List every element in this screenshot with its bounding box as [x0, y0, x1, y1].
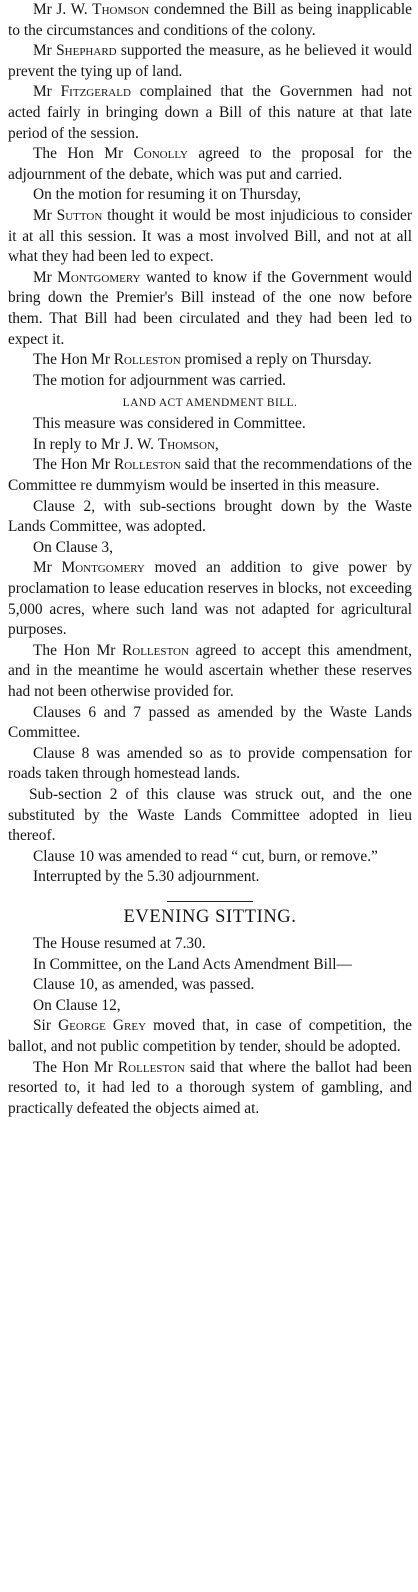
paragraph-clause-10-amended: Clause 10 was amended to read “ cut, burn, or remove.” [33, 847, 378, 865]
paragraph-rolleston-accepts: The Hon Mr Rolleston agreed to accept this amendment, and in the meantime he would ascertain whether these reserves had not been otherwise provided for. [8, 641, 412, 700]
paragraph-house-resumed: The House resumed at 7.30. [33, 934, 206, 952]
paragraph-interrupted: Interrupted by the 5.30 adjournment. [33, 868, 260, 886]
paragraph-rolleston-dummyism: The Hon Mr Rolleston said that the recommendations of the Committee re dummyism would be inserted in this measure. [8, 456, 412, 495]
paragraph-clauses-6-7: Clauses 6 and 7 passed as amended by the Waste Lands Committee. [8, 703, 412, 742]
paragraph-montgomery-moves: Mr Montgomery moved an addition to give power by proclamation to lease education reserves in blocks, not exceeding 5,000 acres, where such land was not adapted for agricultural purposes. [8, 559, 412, 639]
paragraph-rolleston-ballot: The Hon Mr Rolleston said that where the ballot had been resorted to, it had led to a thorough system of gambling, and practically defeated the objects aimed at. [8, 1058, 412, 1117]
paragraph-fitzgerald-complains: Mr Fitzgerald complained that the Governmen had not acted fairly in bringing down a Bill of this nature at that late period of the session. [8, 83, 412, 142]
heading-land-act-amendment-bill: LAND ACT AMENDMENT BILL. [122, 397, 298, 410]
paragraph-thomson-condemns: Mr J. W. Thomson condemned the Bill as being inapplicable to the circumstances and conditions of the colony. [8, 1, 412, 39]
paragraph-grey-moves: Sir George Grey moved that, in case of competition, the ballot, and not public competition by tender, should be adopted. [8, 1017, 412, 1055]
paragraph-clause-8: Clause 8 was amended so as to provide compensation for roads taken through homestead lands. [8, 744, 412, 783]
paragraph-adjournment-carried: The motion for adjournment was carried. [33, 371, 287, 389]
heading-evening-sitting: EVENING SITTING. [123, 906, 297, 927]
paragraph-conolly-agrees: The Hon Mr Conolly agreed to the proposal for the adjournment of the debate, which was put and carried. [8, 145, 412, 183]
paragraph-on-clause-3: On Clause 3, [33, 538, 113, 556]
paragraph-sutton-thinks: Mr Sutton thought it would be most injudicious to consider it at all this session. It was a most involved Bill, and not at all what they had been led to expect. [8, 206, 412, 266]
paragraph-shephard-supports: Mr Shephard supported the measure, as he believed it would prevent the tying up of land. [8, 42, 412, 80]
paragraph-clause-2: Clause 2, with sub-sections brought down by the Waste Lands Committee, was adopted. [8, 497, 412, 536]
paragraph-in-committee: In Committee, on the Land Acts Amendment Bill— [33, 955, 352, 973]
section-divider [167, 901, 253, 902]
paragraph-on-clause-12: On Clause 12, [33, 996, 121, 1014]
paragraph-sub-section-2: Sub-section 2 of this clause was struck out, and the one substituted by the Waste Lands Committee adopted in lieu thereof. [8, 785, 412, 845]
paragraph-rolleston-promises: The Hon Mr Rolleston promised a reply on Thursday. [33, 351, 372, 369]
paragraph-considered-in-committee: This measure was considered in Committee. [33, 415, 306, 433]
paragraph-reply-to-thomson: In reply to Mr J. W. Thomson, [33, 435, 219, 453]
paragraph-motion-resuming: On the motion for resuming it on Thursday, [33, 186, 302, 204]
paragraph-montgomery-asks: Mr Montgomery wanted to know if the Government would bring down the Premier's Bill instead of the one now before them. That Bill had been circulated and they had been led to expect it. [8, 268, 412, 348]
paragraph-clause-10-passed: Clause 10, as amended, was passed. [33, 976, 255, 994]
